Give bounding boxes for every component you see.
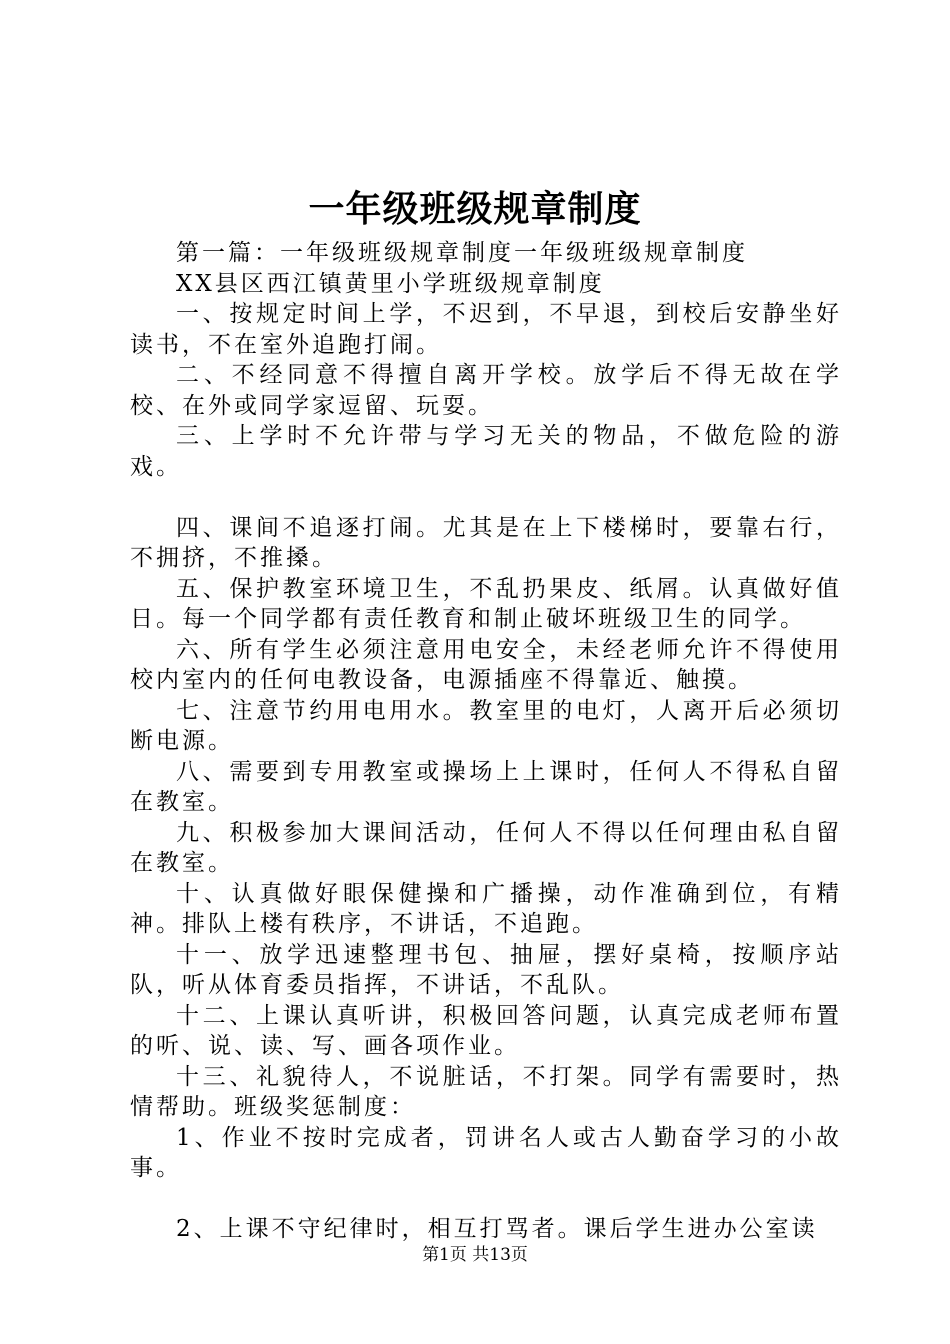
paragraph-4: 二、不经同意不得擅自离开学校。放学后不得无故在学校、在外或同学家逗留、玩耍。 [130, 362, 842, 419]
paragraph-spacer [130, 482, 842, 513]
paragraph-10: 八、需要到专用教室或操场上上课时，任何人不得私自留在教室。 [130, 758, 842, 815]
document-title: 一年级班级规章制度 [308, 188, 642, 230]
paragraph-2: XX县区西江镇黄里小学班级规章制度 [176, 270, 605, 297]
paragraph-3: 一、按规定时间上学，不迟到，不早退，到校后安静坐好读书，不在室外追跑打闹。 [130, 301, 842, 358]
paragraph-15: 十三、礼貌待人，不说脏话，不打架。同学有需要时，热情帮助。班级奖惩制度： [130, 1063, 842, 1120]
paragraph-17: 2、上课不守纪律时，相互打骂者。课后学生进办公室读 [176, 1216, 818, 1242]
paragraph-13: 十一、放学迅速整理书包、抽屉，摆好桌椅，按顺序站队，听从体育委员指挥，不讲话，不乱队。 [130, 941, 842, 998]
document-body [130, 238, 842, 1245]
paragraph-14: 十二、上课认真听讲，积极回答问题，认真完成老师布置的听、说、读、写、画各项作业。 [130, 1002, 842, 1059]
paragraph-8: 六、所有学生必须注意用电安全，未经老师允许不得使用校内室内的任何电教设备，电源插座不得靠近、触摸。 [130, 636, 842, 693]
paragraph-16: 1、作业不按时完成者，罚讲名人或古人勤奋学习的小故事。 [130, 1124, 842, 1181]
paragraph-12: 十、认真做好眼保健操和广播操，动作准确到位，有精神。排队上楼有秩序，不讲话，不追跑。 [130, 880, 842, 937]
paragraph-1: 第一篇：一年级班级规章制度一年级班级规章制度 [176, 240, 748, 266]
paragraph-11: 九、积极参加大课间活动，任何人不得以任何理由私自留在教室。 [130, 819, 842, 876]
paragraph-6: 四、课间不追逐打闹。尤其是在上下楼梯时，要靠右行，不拥挤，不推搡。 [130, 514, 842, 571]
page-number-footer: 第1页 共13页 [422, 1245, 528, 1265]
paragraph-spacer [130, 1184, 842, 1215]
paragraph-5: 三、上学时不允许带与学习无关的物品，不做危险的游戏。 [130, 423, 842, 480]
paragraph-7: 五、保护教室环境卫生，不乱扔果皮、纸屑。认真做好值日。每一个同学都有责任教育和制止破坏班级卫生的同学。 [130, 575, 842, 632]
paragraph-9: 七、注意节约用电用水。教室里的电灯，人离开后必须切断电源。 [130, 697, 842, 754]
